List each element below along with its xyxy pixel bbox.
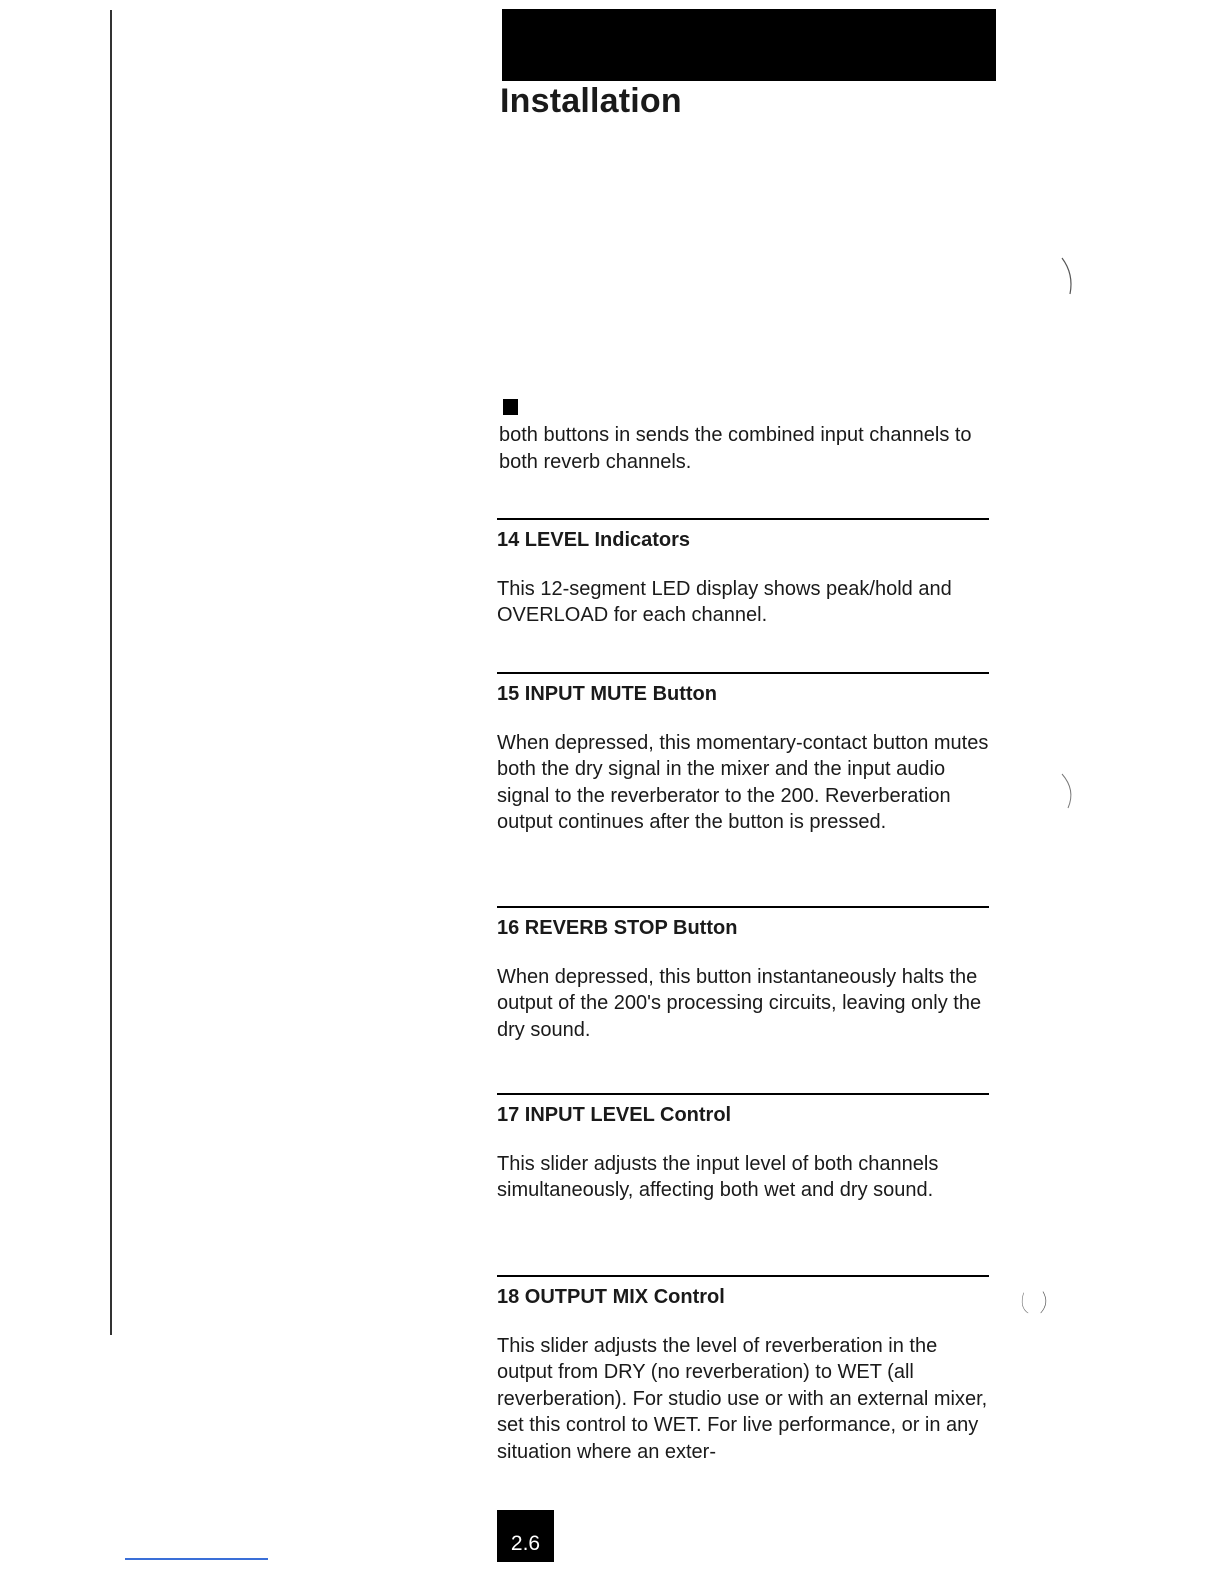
section-heading: 16 REVERB STOP Button — [497, 916, 738, 939]
punch-hole-mark — [1048, 768, 1082, 816]
section-level-indicators — [497, 518, 989, 629]
punch-hole-mark — [1048, 254, 1082, 302]
section-heading: 17 INPUT LEVEL Control — [497, 1103, 732, 1126]
section-input-mute-button — [497, 672, 989, 836]
footer-rule — [125, 1558, 268, 1560]
section-input-level-control — [497, 1093, 989, 1204]
punch-hole-mark — [1018, 1280, 1052, 1328]
section-body: This 12-segment LED display shows peak/hold and OVERLOAD for each channel. — [497, 577, 952, 626]
section-heading: 18 OUTPUT MIX Control — [497, 1285, 725, 1308]
section-output-mix-control — [497, 1275, 989, 1465]
bullet-marker — [503, 399, 518, 415]
page-number: 2.6 — [497, 1510, 554, 1562]
section-body: This slider adjusts the input level of both channels simultaneously, affecting both wet and dry sound. — [497, 1152, 939, 1201]
intro-paragraph: both buttons in sends the combined input channels to both reverb channels. — [499, 424, 972, 473]
header-bar — [502, 9, 996, 81]
section-body: When depressed, this momentary-contact button mutes both the dry signal in the mixer and the input audio signal to the reverberator to the 200. Reverberation output continues after the button is pressed. — [497, 731, 989, 833]
page-title: Installation — [500, 82, 682, 120]
section-reverb-stop-button — [497, 906, 989, 1043]
page-edge-line — [110, 10, 112, 1335]
section-heading: 14 LEVEL Indicators — [497, 528, 691, 551]
section-heading: 15 INPUT MUTE Button — [497, 682, 717, 705]
section-body: When depressed, this button instantaneously halts the output of the 200's processing circuits, leaving only the dry sound. — [497, 965, 982, 1041]
section-body: This slider adjusts the level of reverberation in the output from DRY (no reverberation) to WET (all reverberation). For studio use or with an external mixer, set this control to WET. For live performance, or in any situation where an exter- — [497, 1334, 988, 1463]
